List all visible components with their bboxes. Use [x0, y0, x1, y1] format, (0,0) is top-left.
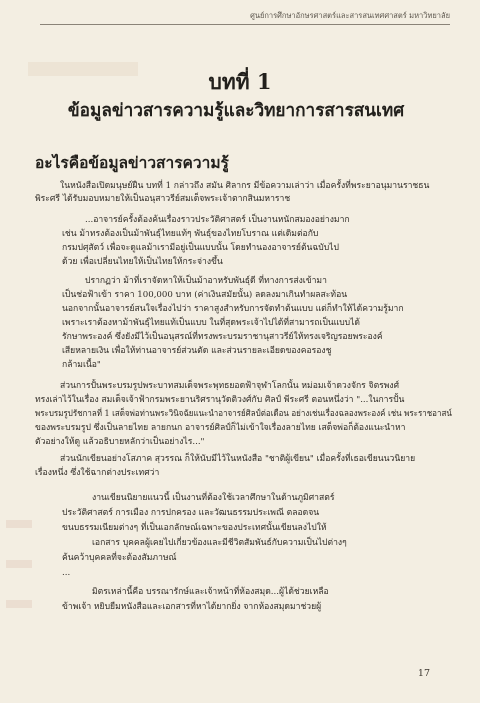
body-line: ทรงเล่าไว้ในเรื่อง สมเด็จเจ้าฟ้ากรมพระยานริศรานุวัดติวงศ์กับ ศิลป์ พีระศรี ตอนหนึ่งว่า "...ในการปั้น	[35, 395, 405, 405]
quote-line: ด้วย เพื่อเปลี่ยนไทยให้เป็นไทยให้กระจ่างขึ้น	[62, 257, 223, 267]
body-line: ส่วนการปั้นพระบรมรูปพระบาทสมเด็จพระพุทธยอดฟ้าจุฬาโลกนั้น หม่อมเจ้าดวงจักร จิตรพงศ์	[60, 381, 400, 391]
running-header	[40, 10, 450, 25]
quote-line: ค้นคว้าบุคคลที่จะต้องสัมภาษณ์	[62, 553, 177, 563]
body-line: พระบรมรูปรัชกาลที่ 1 เสด็จพ่อท่านพระวินิจฉัยแนะนำอาจารย์ศิลป์ต่อเดือน อย่างเช่นเรื่องฉลองพระองค์ เช่น พระราชอาสน์	[35, 409, 452, 419]
quote-line: เอกสาร บุคคลผู้เคยไปเกี่ยวข้องและมีชีวิตสัมพันธ์กับความเป็นไปต่างๆ	[92, 538, 347, 548]
quote-line: ...อาจารย์ครั้งต้องค้นเรื่องราวประวัติศาสตร์ เป็นงานหนักสมองอย่างมาก	[85, 215, 350, 225]
body-line: เรื่องหนึ่ง ซึ่งใช้ฉากต่างประเทศว่า	[35, 468, 160, 478]
quote-line: ข้าพเจ้า หยิบยืมหนังสือและเอกสารที่หาได้ยากยิ่ง จากห้องสมุดมาช่วยผู้	[62, 602, 322, 612]
quote-line: นอกจากนั้นอาจารย์สนใจเรื่องไปว่า ราคาสูงสำหรับการจัดทำต้นแบบ แต่ก็ทำให้ได้ความรู้มาก	[62, 304, 404, 314]
margin-smudge	[6, 600, 32, 608]
quote-line: รักษาพระองค์ ซึ่งยังมีไว้เป็นอนุสรณ์ที่ทรงพระบรมราชานุสาวรีย์ให้ทรงเจริญรอยพระองค์	[62, 332, 383, 342]
section-heading: อะไรคือข้อมูลข่าวสารความรู้	[35, 153, 229, 172]
running-header-text: ศูนย์การศึกษาอักษรศาสตร์และสารสนเทศศาสตร์ มหาวิทยาลัย	[250, 11, 450, 20]
body-line: ของพระบรมรูป ซึ่งเป็นลายไทย ลายกนก อาจารย์ศิลป์ก็ไม่เข้าใจเรื่องลายไทย เสด็จพ่อก็ต้องแนะนำหา	[35, 423, 406, 433]
quote-line: กรมปศุสัตว์ เพื่อจะดูแลม้าเรามีอยู่เป็นแบบนั้น โดยทำนองอาจารย์ต้นฉบับไป	[62, 243, 339, 253]
page-number: 17	[417, 668, 430, 679]
quote-line: ประวัติศาสตร์ การเมือง การปกครอง และวัฒนธรรมประเพณี ตลอดจน	[62, 508, 320, 518]
quote-line: ปรากฏว่า ม้าที่เราจัดหาให้เป็นม้าอาหรับพันธุ์ดี ที่ทางการส่งเข้ามา	[85, 276, 327, 286]
quote-line: เป็นช่อฟ้าเข้า ราคา 100,000 บาท (ค่าเงินสมัยนั้น) ลดลงมาเกินทำผลสะท้อน	[62, 290, 348, 300]
margin-smudge	[6, 560, 32, 568]
quote-line: มิตรเหล่านี้คือ บรรณารักษ์และเจ้าหน้าที่ห้องสมุด...ผู้ได้ช่วยเหลือ	[92, 587, 329, 597]
quote-line: ขนบธรรมเนียมต่างๆ ที่เป็นเอกลักษณ์เฉพาะของประเทศนั้นเขียนลงไปให้	[62, 523, 327, 533]
ellipsis-line: ...	[62, 568, 71, 578]
body-line: ตัวอย่างให้ดู แล้วอธิบายหลักว่าเป็นอย่างไร..."	[35, 437, 205, 447]
body-line: พิระศรี ได้รับมอบหมายให้เป็นอนุสาวรีย์สมเด็จพระเจ้าตากสินมหาราช	[35, 194, 291, 204]
body-line: ส่วนนักเขียนอย่างโสภาค สุวรรณ ก็ให้นับมีไว้ในหนังสือ "ชาติผู้เขียน" เมื่อครั้งที่เธอเขียนนวนิยาย	[60, 454, 416, 464]
quote-line: เช่น ม้าทรงต้องเป็นม้าพันธุ์ไทยแท้ๆ พันธุ์ของไทยโบราณ แต่เดิมต่อกับ	[62, 229, 319, 239]
chapter-number: บทที่ 1	[208, 69, 272, 94]
quote-line: เพราะเราต้องหาม้าพันธุ์ไทยแท้เป็นแบบ ในที่สุดพระเจ้าไปได้ที่สามารถเป็นแบบได้	[62, 318, 361, 328]
quote-line: งานเขียนนิยายแนวนี้ เป็นงานที่ต้องใช้เวลาศึกษาในด้านภูมิศาสตร์	[92, 493, 335, 503]
body-line: ในหนังสือเปิดมนุษย์ฝืน บทที่ 1 กล่าวถึง สมัน ศิลากร มีข้อความเล่าว่า เมื่อครั้งที่พระยาอนุมานราชธน	[60, 181, 430, 191]
margin-smudge	[6, 520, 32, 528]
quote-line: เสียหลายเงิน เพื่อให้ท่านอาจารย์ส่วนตัด และส่วนรายละเอียดของคอรองชู	[62, 346, 332, 356]
chapter-title: ข้อมูลข่าวสารความรู้และวิทยาการสารสนเทศ	[67, 101, 405, 121]
quote-line: กล้ามเนื้อ"	[62, 360, 101, 370]
